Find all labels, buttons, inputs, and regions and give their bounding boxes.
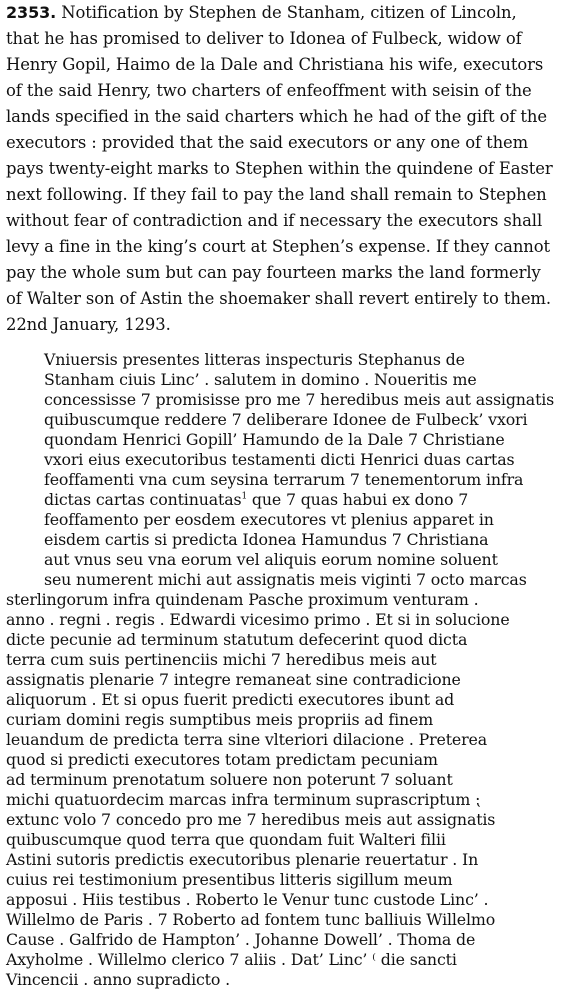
latin-line: apposui . Hiis testibus . Roberto le Venur tunc custode Linc’ . xyxy=(6,890,489,909)
entry-number: 2353. xyxy=(6,3,57,22)
latin-line: Willelmo de Paris . 7 Roberto ad fontem tunc balliuis Willelmo xyxy=(6,910,496,929)
summary-line: without fear of contradiction and if necessary the executors shall xyxy=(6,211,543,230)
latin-line: Cause . Galfrido de Hampton’ . Johanne Dowell’ . Thoma de xyxy=(6,930,476,949)
latin-line: quod si predicti executores totam predictam pecuniam xyxy=(6,750,438,769)
latin-line: quondam Henrici Gopill’ Hamundo de la Dale 7 Christiane xyxy=(44,430,505,449)
latin-line: Vincencii . anno supradicto . xyxy=(6,970,230,989)
summary-line: lands specified in the said charters which he had of the gift of the xyxy=(6,107,547,126)
latin-line: quibuscumque reddere 7 deliberare Idonee de Fulbeck’ vxori xyxy=(44,410,528,429)
latin-line: feoffamento per eosdem executores vt plenius apparet in xyxy=(44,510,494,529)
summary-line: levy a fine in the king’s court at Stephen’s expense. If they cannot xyxy=(6,237,551,256)
footnote-marker: 1 xyxy=(241,491,248,502)
latin-line: eisdem cartis si predicta Idonea Hamundus 7 Christiana xyxy=(44,530,489,549)
latin-line: Vniuersis presentes litteras inspecturis Stephanus de xyxy=(44,350,465,369)
latin-line: anno . regni . regis . Edwardi vicesimo primo . Et si in solucione xyxy=(6,610,510,629)
latin-line: quibuscumque quod terra que quondam fuit Walteri filii xyxy=(6,830,446,849)
summary-date: 22nd January, 1293. xyxy=(6,315,171,334)
latin-line: Astini sutoris predictis executoribus plenarie reuertatur . In xyxy=(6,850,479,869)
latin-line: aut vnus seu vna eorum vel aliquis eorum nomine soluent xyxy=(44,550,498,569)
summary-line: pay the whole sum but can pay fourteen marks the land formerly xyxy=(6,263,541,282)
latin-line: curiam domini regis sumptibus meis propriis ad finem xyxy=(6,710,434,729)
summary-line: executors : provided that the said executors or any one of them xyxy=(6,133,529,152)
latin-line: Axyholme . Willelmo clerico 7 aliis . Dat’ Linc’ ⁽ die sancti xyxy=(6,950,457,969)
latin-line: dictas cartas continuatas$^1$ que 7 quas habui ex dono 7 xyxy=(44,490,469,509)
latin-line: cuius rei testimonium presentibus litteris sigillum meum xyxy=(6,870,453,889)
latin-line: dicte pecunie ad terminum statutum defecerint quod dicta xyxy=(6,630,468,649)
summary-line: of the said Henry, two charters of enfeoffment with seisin of the xyxy=(6,81,532,100)
summary-line: next following. If they fail to pay the land shall remain to Stephen xyxy=(6,185,547,204)
latin-line: concessisse 7 promisisse pro me 7 heredibus meis aut assignatis xyxy=(44,390,555,409)
latin-line: terra cum suis pertinenciis michi 7 heredibus meis aut xyxy=(6,650,437,669)
latin-line: Stanham ciuis Linc’ . salutem in domino . Noueritis me xyxy=(44,370,477,389)
latin-line: aliquorum . Et si opus fuerit predicti executores ibunt ad xyxy=(6,690,455,709)
summary-line: 2353. Notification by Stephen de Stanham, citizen of Lincoln, xyxy=(6,3,517,22)
latin-line: leuandum de predicta terra sine vlteriori dilacione . Preterea xyxy=(6,730,487,749)
summary-line: Henry Gopil, Haimo de la Dale and Christiana his wife, executors xyxy=(6,55,544,74)
latin-line: vxori eius executoribus testamenti dicti Henrici duas cartas xyxy=(44,450,515,469)
latin-line: extunc volo 7 concedo pro me 7 heredibus meis aut assignatis xyxy=(6,810,496,829)
summary-line: that he has promised to deliver to Idonea of Fulbeck, widow of xyxy=(6,29,522,48)
summary-line: of Walter son of Astin the shoemaker shall revert entirely to them. xyxy=(6,289,551,308)
summary-line: pays twenty-eight marks to Stephen within the quindene of Easter xyxy=(6,159,553,178)
latin-line: assignatis plenarie 7 integre remaneat sine contradicione xyxy=(6,670,461,689)
latin-line: ad terminum prenotatum soluere non poterunt 7 soluant xyxy=(6,770,453,789)
latin-line: sterlingorum infra quindenam Pasche proximum venturam . xyxy=(6,590,479,609)
latin-line: feoffamenti vna cum seysina terrarum 7 tenementorum infra xyxy=(44,470,524,489)
latin-line: michi quatuordecim marcas infra terminum suprascriptum ⁏ xyxy=(6,790,481,809)
latin-line: seu numerent michi aut assignatis meis viginti 7 octo marcas xyxy=(44,570,527,589)
